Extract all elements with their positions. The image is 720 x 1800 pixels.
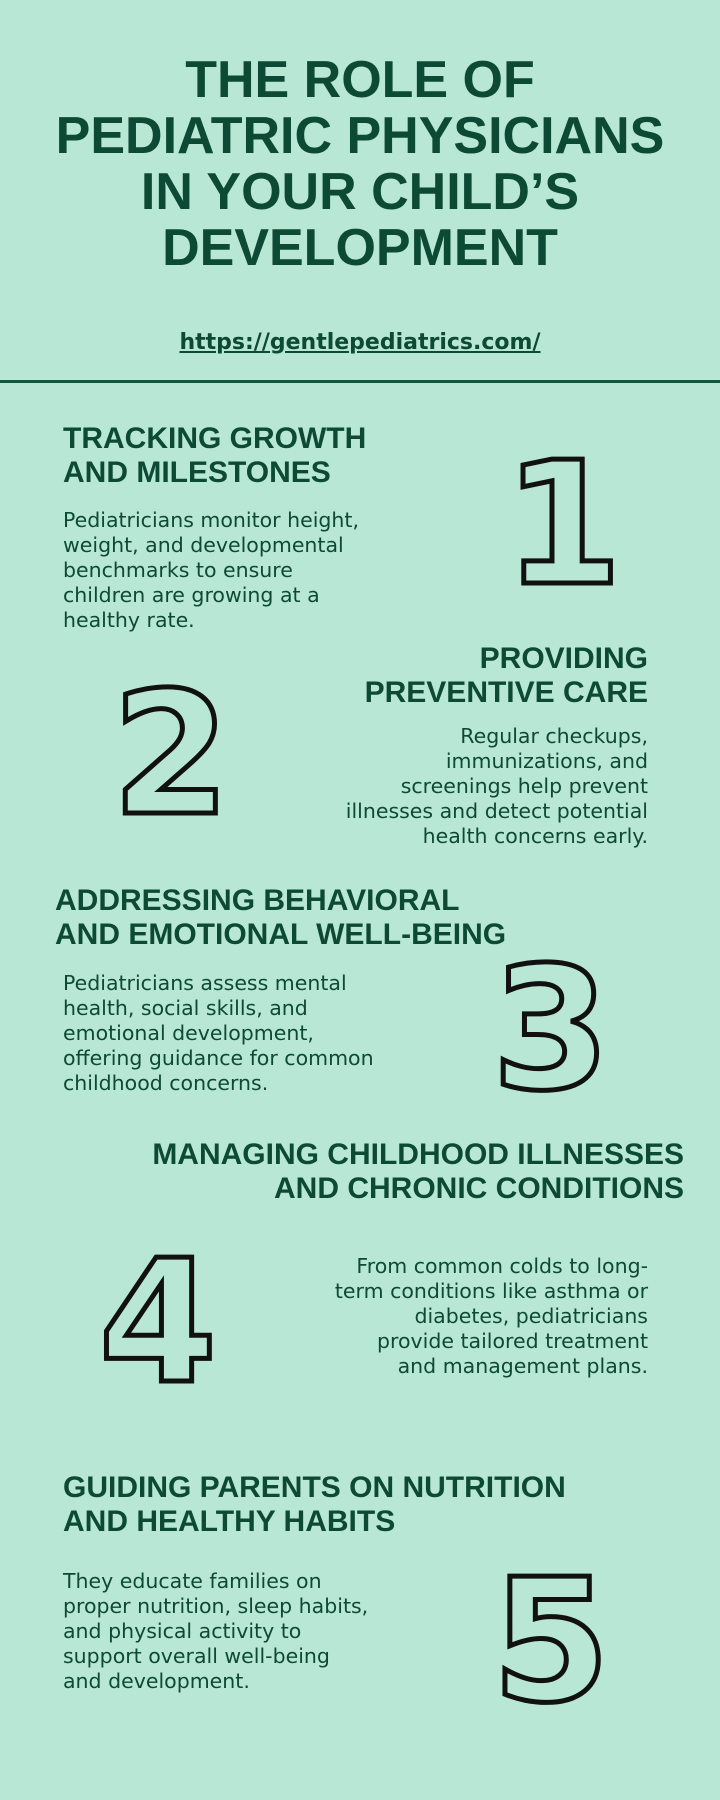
section-1-heading: TRACKING GROWTH AND MILESTONES <box>63 422 367 489</box>
number-4-graphic: 4 <box>98 1224 218 1422</box>
section-2-heading: PROVIDING PREVENTIVE CARE <box>364 642 648 709</box>
number-1-graphic: 1 <box>503 426 623 624</box>
section-5-heading: GUIDING PARENTS ON NUTRITION AND HEALTHY HABITS <box>63 1471 566 1538</box>
header-divider <box>0 380 720 383</box>
title-line: IN YOUR CHILD’S <box>140 163 580 221</box>
section-2-body: Regular checkups, immunizations, and screenings help prevent illnesses and detect potential health concerns early. <box>345 724 648 848</box>
title-line: PEDIATRIC PHYSICIANS <box>55 107 665 165</box>
section-5-body: They educate families on proper nutrition, sleep habits, and physical activity to support overall well-being and development. <box>63 1569 369 1693</box>
section-3-body: Pediatricians assess mental health, social skills, and emotional development, offering guidance for common childhood concerns. <box>63 971 374 1095</box>
section-4-body: From common colds to long- term conditions like asthma or diabetes, pediatricians provide tailored treatment and management plans. <box>334 1254 648 1378</box>
title-line: THE ROLE OF <box>185 51 535 109</box>
website-link[interactable]: https://gentlepediatrics.com/ <box>179 330 541 355</box>
number-5-graphic: 5 <box>491 1543 611 1741</box>
number-2-graphic: 2 <box>111 656 231 854</box>
section-3-heading: ADDRESSING BEHAVIORAL AND EMOTIONAL WELL-BEING <box>55 884 507 951</box>
title-line: DEVELOPMENT <box>162 219 558 277</box>
number-3-graphic: 3 <box>491 931 611 1129</box>
section-1-body: Pediatricians monitor height, weight, and developmental benchmarks to ensure children are growing at a healthy rate. <box>63 508 359 632</box>
page-title <box>20 52 700 276</box>
section-4-heading: MANAGING CHILDHOOD ILLNESSES AND CHRONIC CONDITIONS <box>152 1138 684 1205</box>
